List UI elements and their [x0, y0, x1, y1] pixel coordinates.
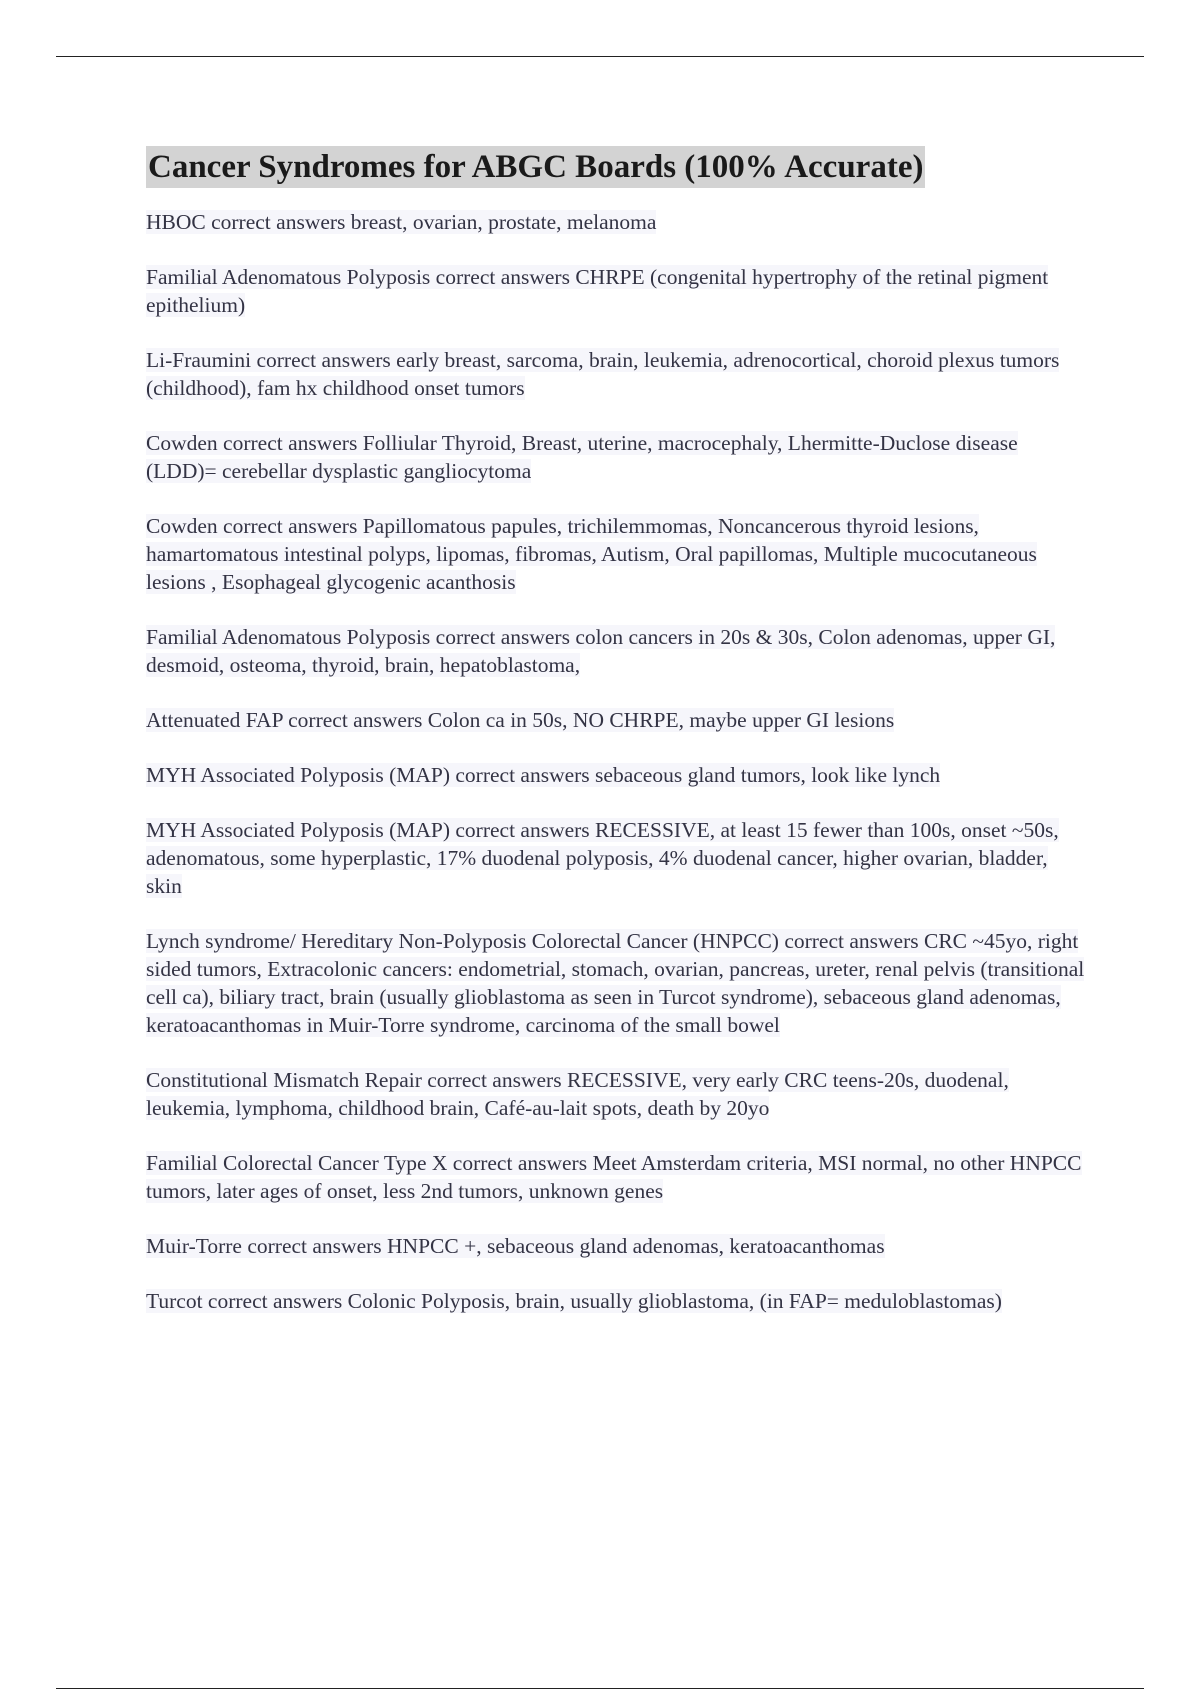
- list-item: [146, 761, 1086, 789]
- entry-text: MYH Associated Polyposis (MAP) correct answers sebaceous gland tumors, look like lynch: [146, 763, 941, 787]
- list-item: [146, 816, 1086, 900]
- list-item: [146, 706, 1086, 734]
- entry-text: Familial Adenomatous Polyposis correct answers CHRPE (congenital hypertrophy of the retinal pigment epithelium): [146, 265, 1049, 317]
- entry-text: MYH Associated Polyposis (MAP) correct answers RECESSIVE, at least 15 fewer than 100s, onset ~50s, adenomatous, some hyperplastic, 17% duodenal polyposis, 4% duodenal cancer, higher ovarian, bladder, skin: [146, 818, 1059, 898]
- list-item: [146, 346, 1086, 402]
- list-item: [146, 927, 1086, 1039]
- list-item: [146, 429, 1086, 485]
- list-item: [146, 208, 1086, 236]
- list-item: [146, 1066, 1086, 1122]
- entry-text: Cowden correct answers Papillomatous papules, trichilemmomas, Noncancerous thyroid lesions, hamartomatous intestinal polyps, lipomas, fibromas, Autism, Oral papillomas, Multiple mucocutaneous lesions , Esophageal glycogenic acanthosis: [146, 514, 1037, 594]
- list-item: [146, 512, 1086, 596]
- entry-list: [146, 208, 1086, 1315]
- header-rule: [56, 56, 1144, 57]
- list-item: [146, 263, 1086, 319]
- entry-text: Constitutional Mismatch Repair correct answers RECESSIVE, very early CRC teens-20s, duodenal, leukemia, lymphoma, childhood brain, Café-au-lait spots, death by 20yo: [146, 1068, 1009, 1120]
- entry-text: Attenuated FAP correct answers Colon ca in 50s, NO CHRPE, maybe upper GI lesions: [146, 708, 895, 732]
- footer-rule: [56, 1688, 1144, 1689]
- entry-text: Li-Fraumini correct answers early breast, sarcoma, brain, leukemia, adrenocortical, choroid plexus tumors (childhood), fam hx childhood onset tumors: [146, 348, 1060, 400]
- entry-text: Lynch syndrome/ Hereditary Non-Polyposis Colorectal Cancer (HNPCC) correct answers CRC ~45yo, right sided tumors, Extracolonic cancers: endometrial, stomach, ovarian, pancreas, ureter, renal pelvis (transitional cell ca), biliary tract, brain (usually glioblastoma as seen in Turcot syndrome), sebaceous gland adenomas, keratoacanthomas in Muir-Torre syndrome, carcinoma of the small bowel: [146, 929, 1085, 1037]
- list-item: [146, 623, 1086, 679]
- entry-text: Familial Colorectal Cancer Type X correct answers Meet Amsterdam criteria, MSI normal, no other HNPCC tumors, later ages of onset, less 2nd tumors, unknown genes: [146, 1151, 1082, 1203]
- list-item: [146, 1232, 1086, 1260]
- entry-text: Turcot correct answers Colonic Polyposis, brain, usually glioblastoma, (in FAP= meduloblastomas): [146, 1289, 1002, 1313]
- list-item: [146, 1287, 1086, 1315]
- entry-text: Familial Adenomatous Polyposis correct answers colon cancers in 20s & 30s, Colon adenomas, upper GI, desmoid, osteoma, thyroid, brain, hepatoblastoma,: [146, 625, 1056, 677]
- entry-text: Cowden correct answers Folliular Thyroid, Breast, uterine, macrocephaly, Lhermitte-Duclose disease (LDD)= cerebellar dysplastic gangliocytoma: [146, 431, 1018, 483]
- document-title: Cancer Syndromes for ABGC Boards (100% Accurate): [146, 146, 925, 188]
- entry-text: HBOC correct answers breast, ovarian, prostate, melanoma: [146, 210, 657, 234]
- document-body: [146, 146, 1086, 1342]
- list-item: [146, 1149, 1086, 1205]
- entry-text: Muir-Torre correct answers HNPCC +, sebaceous gland adenomas, keratoacanthomas: [146, 1234, 885, 1258]
